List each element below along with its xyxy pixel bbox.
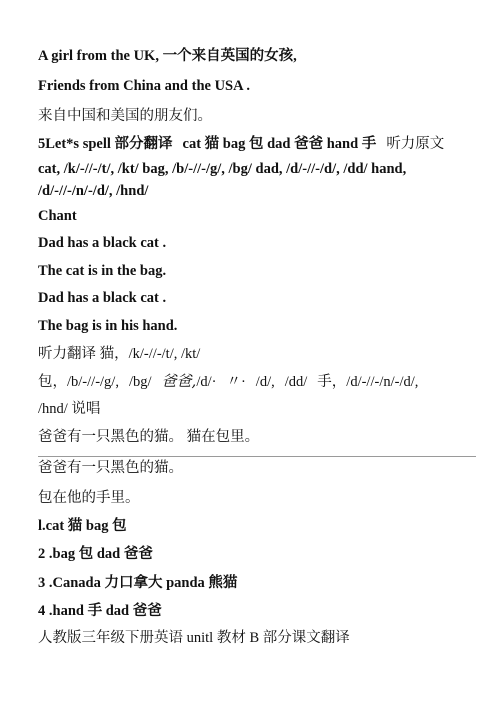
line-girl-from-uk: A girl from the UK, 一个来自英国的女孩, [38,48,297,64]
line-friends-china-usa: Friends from China and the USA . [38,78,251,94]
chant-heading: Chant [38,208,77,224]
line-textbook-title: 人教版三年级下册英语 unitl 教材 B 部分课文翻译 [38,630,350,646]
line-friends-translation: 来自中国和美国的朋友们。 [38,108,212,124]
vocab-item-3: 3 .Canada 力口拿大 panda 熊猫 [38,575,238,591]
line-listening-translation: 听力翻译 猫，/k/-//-/t/, /kt/ [38,346,201,362]
phonics-d: /d/· [196,374,217,390]
line-chant-translation-2: 爸爸有一只黑色的猫。 [38,460,183,476]
line-hand-rap: /hnd/ 说唱 [38,401,101,417]
line-chant-translation-3: 包在他的手里。 [38,490,140,506]
line-phonics-translation [38,371,462,392]
phonics-bag: 包，/b/-//-/g/, [38,374,119,390]
listening-original-label: 听力原文 [386,136,445,152]
line-chant-translation-1: 爸爸有一只黑色的猫。 猫在包里。 [38,429,260,445]
section-divider [38,456,476,457]
vocab-item-1: l.cat 猫 bag 包 [38,518,127,534]
line-lets-spell-heading [38,134,462,154]
phonics-hand: 手，/d/-//-/n/-/d/, [317,374,419,390]
handwritten-dad: 爸爸, [161,372,197,390]
lets-spell-words: cat 猫 bag 包 dad 爸爸 hand 手 [182,136,377,152]
chant-line-3: Dad has a black cat . [38,290,167,306]
chant-line-2: The cat is in the bag. [38,263,167,279]
phonics-bag-blend: /bg/ [128,374,152,390]
chant-line-4: The bag is in his hand. [38,318,178,334]
vocab-item-2: 2 .bag 包 dad 爸爸 [38,546,153,562]
lets-spell-title: 5Let*s spell 部分翻译 [38,136,173,152]
vocab-item-4: 4 .hand 手 dad 爸爸 [38,603,162,619]
line-phonics-transcript: cat, /k/-//-/t/, /kt/ bag, /b/-//-/g/, /bg/ dad, /d/-//-/d/, /dd/ hand, /d/-//-/n/-/d/, /hnd/ [38,161,407,199]
phonics-dad-blend: /dd/ [284,374,308,390]
handwritten-mark: 〃· [226,374,246,390]
phonics-d-2: /d/, [255,374,275,390]
chant-line-1: Dad has a black cat . [38,235,167,251]
